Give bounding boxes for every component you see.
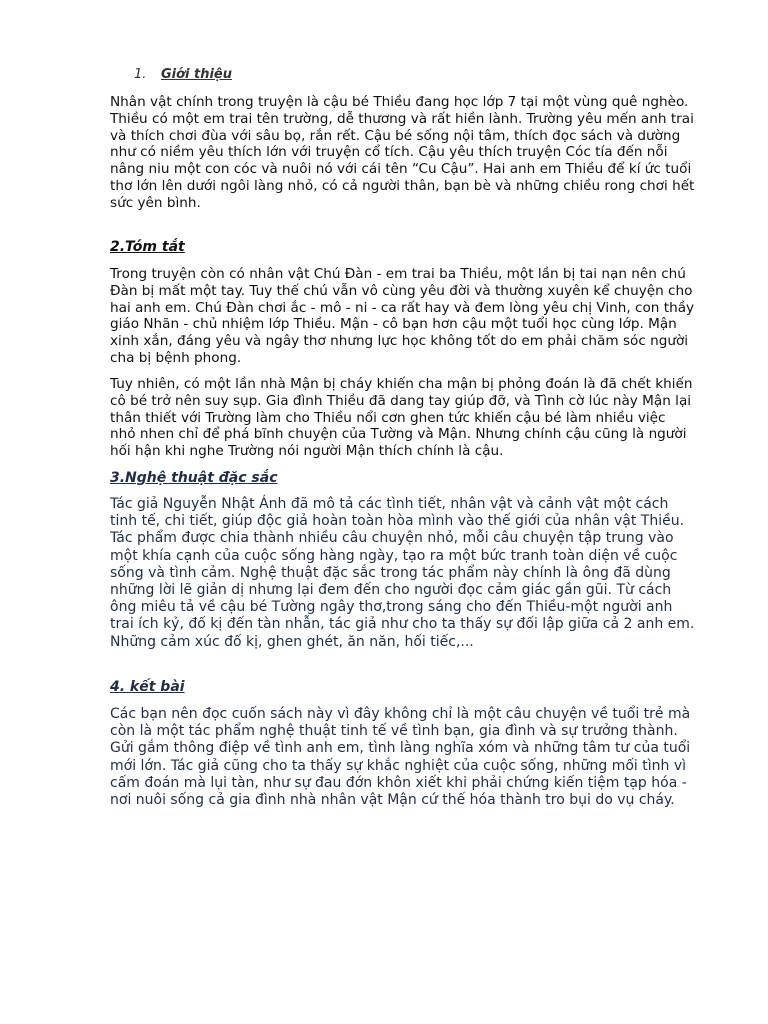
intro-heading-title: Giới thiệu [160, 67, 232, 82]
intro-paragraph: Nhân vật chính trong truyện là cậu bé Thiều đang học lớp 7 tại một vùng quê nghèo. Thiều có một em trai tên trường, dễ thương và rất hiền lành. Trường yêu mến anh trai và thích chơi đùa với sâu bọ, rắn rết. Cậu bé sống nội tâm, thích đọc sách và dường như có niềm yêu thích lớn với truyện cổ tích. Cậu yêu thích truyện Cóc tía đến nỗi nâng niu một con cóc và nuôi nó với cái tên “Cu Cậu”. Hai anh em Thiều để kí ức tuổi thơ lớn lên dưới ngôi làng nhỏ, có cả người thân, bạn bè và những chiều rong chơi hết sức yên bình. [110, 94, 695, 211]
conclusion-paragraph: Các bạn nên đọc cuốn sách này vì đây không chỉ là một câu chuyện về tuổi trẻ mà còn là một tác phẩm nghệ thuật tinh tế về tình bạn, gia đình và sự trưởng thành. Gửi gắm thông điệp về tình anh em, tình làng nghĩa xóm và những tâm tư của tuổi mới lớn. Tác giả cũng cho ta thấy sự khắc nghiệt của cuộc sống, những mối tình vì cấm đoán mà lụi tàn, như sự đau đớn khôn xiết khi phải chứng kiến tiệm tạp hóa - nơi nuôi sống cả gia đình nhà nhân vật Mận cứ thế hóa thành tro bụi do vụ cháy. [110, 706, 691, 809]
summary-heading: 2.Tóm tắt [110, 239, 185, 255]
intro-heading [134, 66, 232, 83]
intro-heading-number: 1. [134, 67, 147, 82]
summary-paragraph-1: Trong truyện còn có nhân vật Chú Đàn - em trai ba Thiều, một lần bị tai nạn nên chú Đàn bị mất một tay. Tuy thế chú vẫn vô cùng yêu đời và thường xuyên kể chuyện cho hai anh em. Chú Đàn chơi ắc - mô - ni - ca rất hay và đem lòng yêu chị Vinh, con thầy giáo Nhãn - chủ nhiệm lớp Thiều. Mận - cô bạn hơn cậu một tuổi học cùng lớp. Mận xinh xắn, đáng yêu và ngây thơ nhưng lực học không tốt do em phải chăm sóc người cha bị bệnh phong. [110, 266, 695, 366]
conclusion-heading: 4. kết bài [110, 679, 185, 695]
summary-paragraph-2: Tuy nhiên, có một lần nhà Mận bị cháy khiến cha mận bị phỏng đoán là đã chết khiến cô bé trở nên suy sụp. Gia đình Thiều đã dang tay giúp đỡ, và Tình cờ lúc này Mận lại thân thiết với Trường làm cho Thiều nổi cơn ghen tức khiến cậu bé làm nhiều việc nhỏ nhen chỉ để phá bĩnh chuyện của Tường và Mận. Nhưng chính cậu cũng là người hối hận khi nghe Trường nói người Mận thích chính là cậu. [110, 376, 693, 460]
art-heading: 3.Nghệ thuật đặc sắc [110, 470, 278, 486]
art-paragraph: Tác giả Nguyễn Nhật Ánh đã mô tả các tình tiết, nhân vật và cảnh vật một cách tinh tế, chi tiết, giúp độc giả hoàn toàn hòa mình vào thế giới của nhân vật Thiều. Tác phẩm được chia thành nhiều câu chuyện nhỏ, mỗi câu chuyện tập trung vào một khía cạnh của cuộc sống hàng ngày, tạo ra một bức tranh toàn diện về cuộc sống và tình cảm. Nghệ thuật đặc sắc trong tác phẩm này chính là ông đã dùng những lời lẽ giản dị nhưng lại đem đến cho người đọc cảm giác gần gũi. Từ cách ông miêu tả về cậu bé Tường ngây thơ,trong sáng cho đến Thiều-một người anh trai ích kỷ, đố kị đến tàn nhẫn, tác giả như cho ta thấy sự đối lập giữa cả 2 anh em. Những cảm xúc đố kị, ghen ghét, ăn năn, hối tiếc,... [110, 496, 695, 650]
